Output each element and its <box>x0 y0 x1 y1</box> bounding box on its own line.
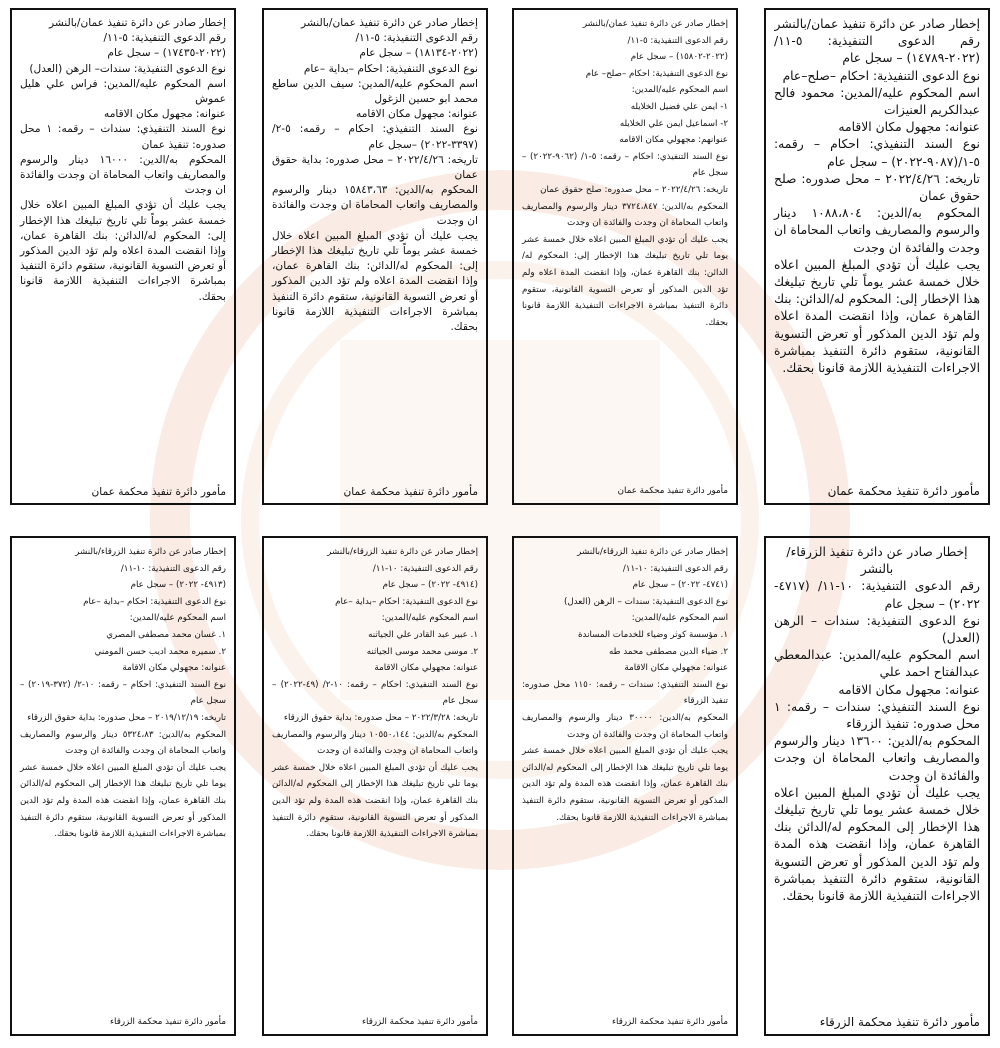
debtor-name: اسم المحكوم عليه/المدين: فراس علي هليل عموش <box>20 77 226 106</box>
instrument-date: تاريخه: ٢٠٢٢/٤/٢٦ – محل صدوره: بداية حقوق عمان <box>272 153 478 182</box>
notice-title: إخطار صادر عن دائرة تنفيذ عمان/بالنشر <box>774 17 980 31</box>
instrument-date: تاريخه: ٢٠٢٢/٣/٢٨ – محل صدوره: بداية حقوق الزرقاء <box>283 712 478 723</box>
notice-amman-3 <box>262 8 488 505</box>
judgment-amount: المحكوم به/الدين: ٣٠٠٠٠ دينار والرسوم والمصاريف واتعاب المحاماة ان وجدت والفائدة ان وجدت <box>522 712 728 740</box>
notice-body: يجب عليك أن تؤدي المبلغ المبين اعلاه خلال خمسة عشر يوما تلي تاريخ تبليغك هذا الإخطار إلى المحكوم له/الدائن بنك القاهرة عمان، وإذا انقضت هذه المدة ولم تؤد الدين المذكور أو تعرض التسوية القانونية، ستقوم دائرة التنفيذ بمباشرة الاجراءات التنفيذية اللازمة قانونا بحقك. <box>774 785 980 904</box>
instrument-type: نوع السند التنفيذي: احكام – رقمه: ٥-١/ (٩٠٦٢-٢٠٢٢) – سجل عام <box>522 151 728 179</box>
debtor-name: اسم المحكوم عليه/المدين: سيف الدين ساطع محمد ابو حسين الزغول <box>272 77 478 106</box>
notice-footer: مأمور دائرة تنفيذ محكمة عمان <box>91 485 226 498</box>
debtor-address: عنوانه: مجهولي مكان الاقامة <box>122 663 226 674</box>
notice-zarqa-2 <box>512 536 738 1036</box>
case-number: رقم الدعوى التنفيذية: ١٠-١١/ <box>120 563 226 574</box>
debtor-name-2: ٢- اسماعيل ايمن علي الخلايله <box>619 118 728 129</box>
case-type: نوع الدعوى التنفيذية: سندات – الرهن (العدل) <box>774 613 980 646</box>
case-number: رقم الدعوى التنفيذية: ١٠-١١/ <box>372 563 478 574</box>
notice-title: إخطار صادر عن دائرة تنفيذ عمان/بالنشر <box>301 17 478 29</box>
notice-footer: مأمور دائرة تنفيذ محكمة الزرقاء <box>611 1017 728 1028</box>
debtor-name-1: ١- ايمن علي فضيل الخلايله <box>630 101 728 112</box>
debtor-name-1: ١. غسان محمد مصطفى المصري <box>106 629 226 640</box>
notice-amman-1 <box>764 8 990 505</box>
notice-title: إخطار صادر عن دائرة تنفيذ الزرقاء/بالنشر <box>327 547 478 557</box>
instrument-date: تاريخه: ٢٠١٩/١٢/١٩ – محل صدوره: بداية حقوق الزرقاء <box>27 712 226 723</box>
instrument-date: تاريخه: ٢٠٢٢/٤/٢٦ – محل صدوره: صلح حقوق عمان <box>774 171 980 204</box>
notice-footer: مأمور دائرة تنفيذ محكمة الزرقاء <box>109 1017 226 1028</box>
instrument-type: نوع السند التنفيذي: احكام – رقمه: ١٠-٢/ (٣٧٢-٢٠١٩) –سجل عام <box>20 679 226 707</box>
notice-title: إخطار صادر عن دائرة تنفيذ الزرقاء/بالنشر <box>75 547 226 557</box>
notice-amman-2 <box>512 8 738 505</box>
debtor-name: اسم المحكوم عليه/المدين: محمود فالح عبدالكريم العنيزات <box>774 85 980 118</box>
debtor-label: اسم المحكوم عليه/المدين: <box>381 613 478 624</box>
case-type: نوع الدعوى التنفيذية: سندات– الرهن (العدل) <box>29 62 226 75</box>
case-number-year: (٤٩١٣- ٢٠٢٢) – سجل عام <box>130 580 226 591</box>
case-number-year: (٤٩١٤- ٢٠٢٢) – سجل عام <box>382 580 478 591</box>
debtor-address: عنوانه: مجهول مكان الاقامه <box>838 682 980 697</box>
notice-footer: مأمور دائرة تنفيذ محكمة الزرقاء <box>819 1014 980 1029</box>
notice-footer: مأمور دائرة تنفيذ محكمة عمان <box>617 486 728 497</box>
notice-body: يجب عليك أن تؤدي المبلغ المبين اعلاه خلال خمسة عشر يوماً تلي تاريخ تبليغك هذا الإخطار إلى: المحكوم له/الدائن: بنك القاهرة عمان، وإذا انقضت المدة اعلاه ولم تؤد الدين المذكور أو تعرض التسوية القانونية، ستقوم دائرة التنفيذ بمباشرة الاجراءات التنفيذية اللازمة قانونا بحقك. <box>272 229 478 334</box>
judgment-amount: المحكوم به/الدين: ١٠٨٨،٨٠٤ دينار والرسوم والمصاريف واتعاب المحاماة ان وجدت والفائدة ان وجدت <box>774 206 980 255</box>
debtor-label: اسم المحكوم عليه/المدين: <box>129 613 226 624</box>
notice-title: إخطار صادر عن دائرة تنفيذ الزرقاء/بالنشر <box>577 547 728 557</box>
case-type: نوع الدعوى التنفيذية: احكام –بداية –عام <box>335 596 478 607</box>
instrument-type: نوع السند التنفيذي: سندات – رقمه: ١ محل صدوره: تنفيذ الزرقاء <box>774 699 980 732</box>
instrument-type: نوع السند التنفيذي: سندات – رقمه: ١١٥٠ محل صدوره: تنفيذ الزرقاء <box>522 679 728 707</box>
notice-zarqa-1 <box>764 536 990 1036</box>
debtor-name-2: ٢. ضياء الدين مصطفى محمد طه <box>609 646 728 657</box>
notice-title: إخطار صادر عن دائرة تنفيذ عمان/بالنشر <box>49 17 226 29</box>
debtor-name: اسم المحكوم عليه/المدين: عبدالمعطي عبدالفتاح احمد علي <box>774 648 980 680</box>
judgment-amount: المحكوم به/الدين: ٥٣٢٤،٨٣ دينار والرسوم والمصاريف واتعاب المحاماة ان وجدت والفائدة ان وجدت <box>20 729 226 757</box>
notice-body: يجب عليك أن تؤدي المبلغ المبين اعلاه خلال خمسة عشر يوما تلي تاريخ تبليغك هذا الإخطار إلى المحكوم له/الدائن بنك القاهرة عمان، وإذا انقضت هذه المدة ولم تؤد الدين المذكور أو تعرض التسوية القانونية، ستقوم دائرة التنفيذ بمباشرة الاجراءات التنفيذية اللازمة قانونا بحقك. <box>272 762 478 840</box>
debtor-name-1: ١. عبير عبد القادر علي الجياثنه <box>368 629 478 640</box>
debtor-address: عنوانه: مجهول مكان الاقامه <box>356 108 478 121</box>
notice-body: يجب عليك أن تؤدي المبلغ المبين اعلاه خلال خمسة عشر يوما تلي تاريخ تبليغك هذا الإخطار إلى: المحكوم له/الدائن: بنك القاهرة عمان، وإذا انقضت المدة اعلاه ولم تؤد الدين المذكور أو تعرض التسوية القانونية، ستقوم دائرة التنفيذ بمباشرة الاجراءات التنفيذية اللازمة قانونا بحقك. <box>522 234 728 328</box>
instrument-date: تاريخه: ٢٠٢٢/٤/٢٦ – محل صدوره: صلح حقوق عمان <box>540 184 728 195</box>
case-number: رقم الدعوى التنفيذية: ١٠-١١/ (٤٧١٧- ٢٠٢٢) – سجل عام <box>774 579 980 611</box>
case-number: رقم الدعوى التنفيذية: ١٠-١١/ <box>622 563 728 574</box>
case-type: نوع الدعوى التنفيذية: سندات – الرهن (العدل) <box>564 596 728 607</box>
debtor-address: عنوانه: مجهول مكان الاقامه <box>838 120 980 135</box>
case-type: نوع الدعوى التنفيذية: احكام –بداية –عام <box>303 62 478 75</box>
debtor-name-2: ٢. سميره محمد اديب حسن المومني <box>94 646 226 657</box>
debtor-label: اسم المحكوم عليه/المدين: <box>631 85 728 96</box>
debtor-address: عنوانه: مجهول مكان الاقامه <box>104 108 226 121</box>
case-number: رقم الدعوى التنفيذية: ٥-١١/ <box>355 32 478 45</box>
case-type: نوع الدعوى التنفيذية: احكام –بداية –عام <box>83 596 226 607</box>
case-type: نوع الدعوى التنفيذية: احكام –صلح–عام <box>782 68 980 83</box>
notice-zarqa-4 <box>10 536 236 1036</box>
judgment-amount: المحكوم به/الدين: ١٣٦٠٠ دينار والرسوم والمصاريف واتعاب المحاماة ان وجدت والفائدة ان وجدت <box>774 734 980 783</box>
case-number-year: (٢٠٢٢-١٥٨٠٢) – سجل عام <box>630 52 728 63</box>
watermark-logo <box>140 40 860 1000</box>
case-number: رقم الدعوى التنفيذية: ٥-١١/ (٢٠٢٢-١٤٧٨٩) – سجل عام <box>774 34 980 66</box>
case-number: رقم الدعوى التنفيذية: ٥-١١/ <box>103 32 226 45</box>
case-number-year: (٤٧٤١- ٢٠٢٢) – سجل عام <box>632 580 728 591</box>
notice-zarqa-3 <box>262 536 488 1036</box>
debtor-address: عنوانه: مجهولي مكان الاقامة <box>374 663 478 674</box>
notice-body: يجب عليك أن تؤدي المبلغ المبين اعلاه خلال خمسة عشر يوما تلي تاريخ تبليغك هذا الإخطار إلى المحكوم له/الدائن بنك القاهرة عمان، وإذا انقضت هذه المدة ولم تؤد الدين المذكور أو تعرض التسوية القانونية، ستقوم دائرة التنفيذ بمباشرة الاجراءات التنفيذية اللازمة قانونا بحقك. <box>20 762 226 840</box>
notice-title: إخطار صادر عن دائرة تنفيذ عمان/بالنشر <box>582 19 728 29</box>
instrument-type: نوع السند التنفيذي: احكام – رقمه: ٥-٢/ (٣٣٩٧-٢٠٢٢) –سجل عام <box>272 123 478 151</box>
debtor-address: عنوانه: مجهولي مكان الاقامة <box>624 663 728 674</box>
case-number: رقم الدعوى التنفيذية: ٥-١١/ <box>627 35 728 46</box>
case-number-year: (٢٠٢٢-١٧٤٣٥) – سجل عام <box>107 47 226 60</box>
case-type: نوع الدعوى التنفيذية: احكام –صلح– عام <box>585 68 728 79</box>
judgment-amount: المحكوم به/الدين: ١٦٠٠٠ دينار والرسوم والمصاريف واتعاب المحاماة ان وجدت والفائدة ان وجدت <box>20 153 227 197</box>
notice-title: إخطار صادر عن دائرة تنفيذ الزرقاء/بالنشر <box>786 545 968 577</box>
judgment-amount: المحكوم به/الدين: ١٠٥٥٠،١٤٤ دينار والرسوم والمصاريف واتعاب المحاماة ان وجدت والفائدة ان وجدت <box>272 729 478 757</box>
debtor-address: عنوانهم: مجهولي مكان الاقامه <box>619 135 728 146</box>
notice-body: يجب عليك أن تؤدي المبلغ المبين اعلاه خلال خمسة عشر يوما تلي تاريخ تبليغك هذا الإخطار إلى المحكوم له/الدائن بنك القاهرة عمان، وإذا انقضت هذه المدة ولم تؤد الدين المذكور أو تعرض التسوية القانونية، ستقوم دائرة التنفيذ بمباشرة الاجراءات التنفيذية اللازمة قانونا بحقك. <box>522 746 728 823</box>
notice-amman-4 <box>10 8 236 505</box>
debtor-name-2: ٢. موسى محمد موسى الجياثنه <box>366 646 478 657</box>
debtor-name-1: ١. مؤسسة كوثر وضياء للخدمات المساندة <box>577 629 728 640</box>
notice-body: يجب عليك أن تؤدي المبلغ المبين اعلاه خلال خمسة عشر يوماً تلي تاريخ تبليغك هذا الإخطار إلى: المحكوم له/الدائن: بنك القاهرة عمان، وإذا انقضت المدة اعلاه ولم تؤد الدين المذكور أو تعرض التسوية القانونية، ستقوم دائرة التنفيذ بمباشرة الاجراءات التنفيذية اللازمة قانونا بحقك. <box>20 199 226 303</box>
judgment-amount: المحكوم به/الدين: ١٥٨٤٣،٦٣ دينار والرسوم والمصاريف واتعاب المحاماة ان وجدت والفائدة ان وجدت <box>272 184 478 227</box>
judgment-amount: المحكوم به/الدين: ٣٧٢٤،٨٤٧ دينار والرسوم والمصاريف واتعاب المحاماة ان وجدت والفائدة ان وجدت <box>522 201 729 229</box>
debtor-label: اسم المحكوم عليه/المدين: <box>631 613 728 624</box>
instrument-type: نوع السند التنفيذي: سندات – رقمه: ١ محل صدوره: تنفيذ عمان <box>20 123 226 151</box>
instrument-type: نوع السند التنفيذي: احكام – رقمه: ١٠-٢/ (٤٩-٢٠٢٢) –سجل عام <box>272 679 479 707</box>
notice-footer: مأمور دائرة تنفيذ محكمة الزرقاء <box>361 1017 478 1028</box>
instrument-type: نوع السند التنفيذي: احكام – رقمه: ٥-١/(٩٠٨٧-٢٠٢٢) – سجل عام <box>774 137 980 169</box>
case-number-year: (٢٠٢٢-١٨١٣٤) – سجل عام <box>359 47 478 60</box>
notice-footer: مأمور دائرة تنفيذ محكمة عمان <box>343 485 478 498</box>
notice-body: يجب عليك أن تؤدي المبلغ المبين اعلاه خلال خمسة عشر يوماً تلي تاريخ تبليغك هذا الإخطار إلى: المحكوم له/الدائن: بنك القاهرة عمان، وإذا انقضت المدة اعلاه ولم تؤد الدين المذكور أو تعرض التسوية القانونية، ستقوم دائرة التنفيذ بمباشرة الاجراءات التنفيذية اللازمة قانونا بحقك. <box>774 257 980 376</box>
notice-footer: مأمور دائرة تنفيذ محكمة عمان <box>827 483 980 498</box>
